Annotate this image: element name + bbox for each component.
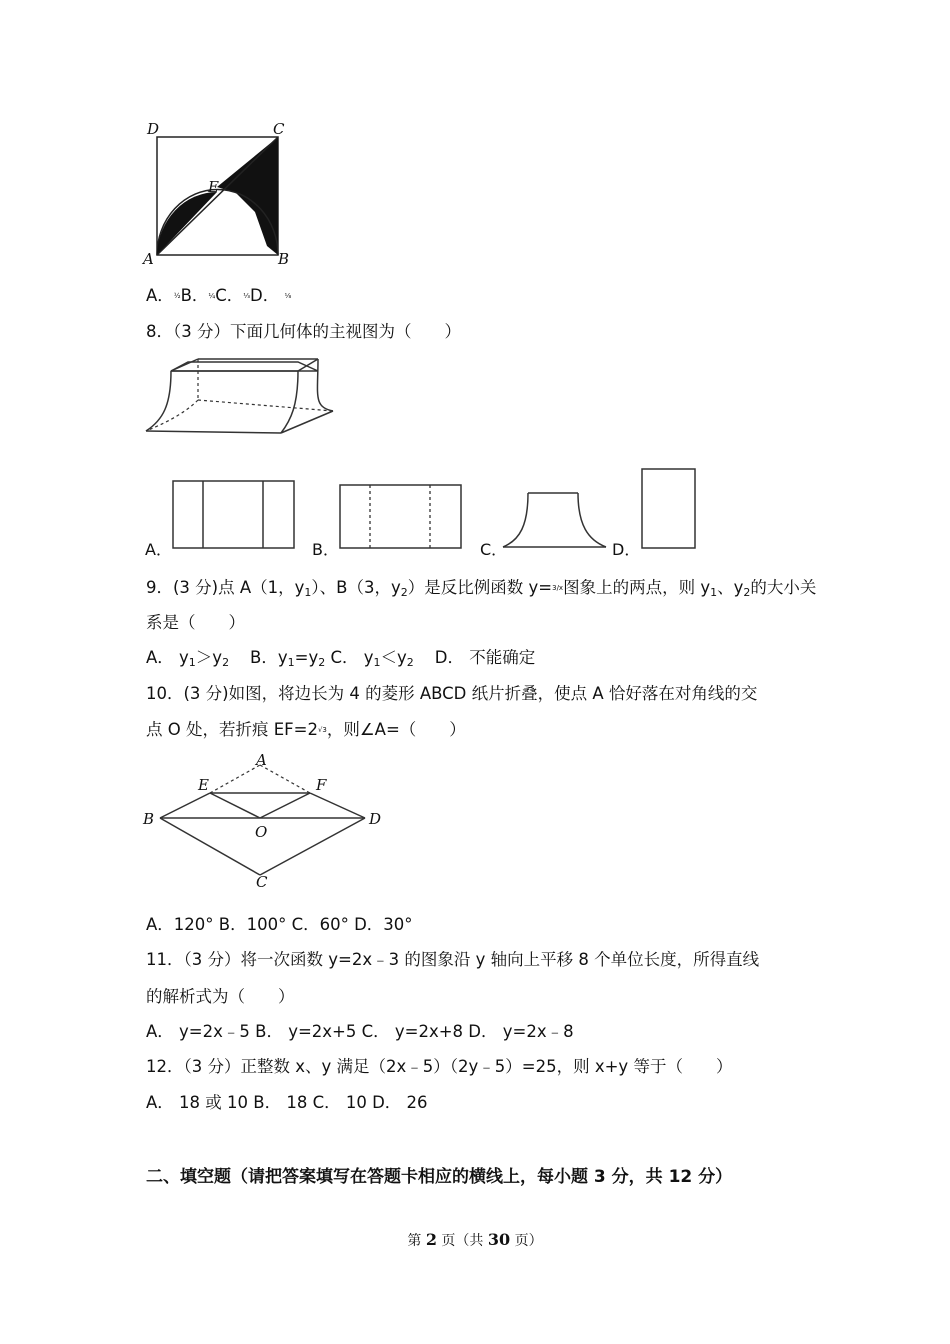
q7-square-diagram bbox=[140, 120, 300, 270]
q7-option-a-label: A． bbox=[146, 286, 174, 305]
q12-question: 12．（3 分）正整数 x、y 满足（2x﹣5）（2y﹣5）=25，则 x+y 等于（ ） bbox=[146, 1057, 733, 1076]
q10-label-e: E bbox=[198, 776, 209, 794]
q7-option-a[interactable] bbox=[146, 286, 181, 305]
q8-option-c-figure[interactable] bbox=[500, 490, 610, 550]
q11-question-line2: 的解析式为（ ） bbox=[146, 987, 295, 1006]
q7-option-b[interactable] bbox=[181, 286, 216, 305]
q10-rhombus-figure bbox=[155, 755, 375, 885]
footer-page-number: 2 bbox=[425, 1230, 437, 1249]
q9-option-d[interactable]: D． 不能确定 bbox=[434, 648, 536, 667]
q7-option-c-label: C． bbox=[215, 286, 244, 305]
q9-question-line2: 系是（ ） bbox=[146, 613, 245, 632]
q7-option-c[interactable] bbox=[215, 286, 250, 305]
q9-fraction: 3/x bbox=[552, 584, 564, 592]
q12-options[interactable]: A． 18 或 10 B． 18 C． 10 D． 26 bbox=[146, 1093, 428, 1112]
q7-option-d[interactable] bbox=[250, 286, 291, 305]
q8-option-b-figure[interactable] bbox=[339, 484, 463, 550]
q7-label-a: A bbox=[143, 250, 154, 268]
q9-options bbox=[146, 648, 535, 673]
q8-question: 8．（3 分）下面几何体的主视图为（ ） bbox=[146, 322, 461, 341]
q8-option-c-label[interactable]: C． bbox=[480, 540, 508, 559]
footer-total-pages: 30 bbox=[487, 1230, 511, 1249]
q7-options bbox=[146, 286, 291, 306]
q7-option-d-label: D． bbox=[250, 286, 280, 305]
page-footer: 第 2 页（共 30 页） bbox=[407, 1230, 543, 1249]
q10-label-d: D bbox=[369, 810, 382, 828]
q7-label-d: D bbox=[147, 120, 160, 138]
q9-option-b[interactable]: B．$y_1=y_2$ bbox=[250, 648, 326, 669]
q7-option-d-value: ⅛ bbox=[284, 292, 292, 300]
q9-option-a[interactable]: A． $y_1>y_2$ bbox=[146, 648, 230, 669]
q10-label-b: B bbox=[143, 810, 155, 828]
q10-label-c: C bbox=[256, 873, 268, 891]
q8-option-d-figure[interactable] bbox=[641, 468, 697, 550]
q9-question-line1: 9．(3 分)点 A（1，$y_1$）、B（3，$y_2$）是反比例函数 y=3/x图象上的两点，则 $y_1$、$y_2$的大小关 bbox=[146, 578, 817, 599]
q8-option-d-label[interactable]: D． bbox=[612, 540, 641, 559]
q10-label-f: F bbox=[316, 776, 327, 794]
q10-question-line1: 10．(3 分)如图，将边长为 4 的菱形 ABCD 纸片折叠，使点 A 恰好落在对角线的交 bbox=[146, 684, 758, 703]
q8-solid-figure bbox=[143, 355, 333, 440]
section2-title: 二、填空题（请把答案填写在答题卡相应的横线上，每小题 3 分，共 12 分） bbox=[146, 1167, 733, 1187]
q7-option-b-label: B． bbox=[180, 286, 209, 305]
q8-option-b-label[interactable]: B． bbox=[312, 540, 339, 559]
q9-option-c[interactable]: C． $y_1<y_2$ bbox=[330, 648, 414, 669]
q7-label-b: B bbox=[278, 250, 290, 268]
q10-label-o: O bbox=[255, 823, 268, 841]
q11-options[interactable]: A． y=2x﹣5 B． y=2x+5 C． y=2x+8 D． y=2x﹣8 bbox=[146, 1022, 574, 1041]
q8-option-a-figure[interactable] bbox=[172, 480, 296, 550]
q7-label-c: C bbox=[273, 120, 285, 138]
q8-option-a-label[interactable]: A． bbox=[145, 540, 172, 559]
q7-option-a-value: ½ bbox=[173, 292, 181, 300]
q10-options[interactable]: A．120° B．100° C．60° D．30° bbox=[146, 915, 413, 934]
q7-label-e: E bbox=[208, 178, 219, 196]
q10-question-line2: 点 O 处，若折痕 EF=2√3，则∠A=（ ） bbox=[146, 720, 466, 739]
q10-label-a: A bbox=[256, 751, 267, 769]
q7-option-b-value: ¼ bbox=[208, 292, 216, 300]
q7-option-c-value: ⅓ bbox=[243, 292, 251, 300]
q10-sqrt: √3 bbox=[317, 726, 327, 734]
q11-question-line1: 11．（3 分）将一次函数 y=2x﹣3 的图象沿 y 轴向上平移 8 个单位长度，所得直线 bbox=[146, 950, 760, 969]
